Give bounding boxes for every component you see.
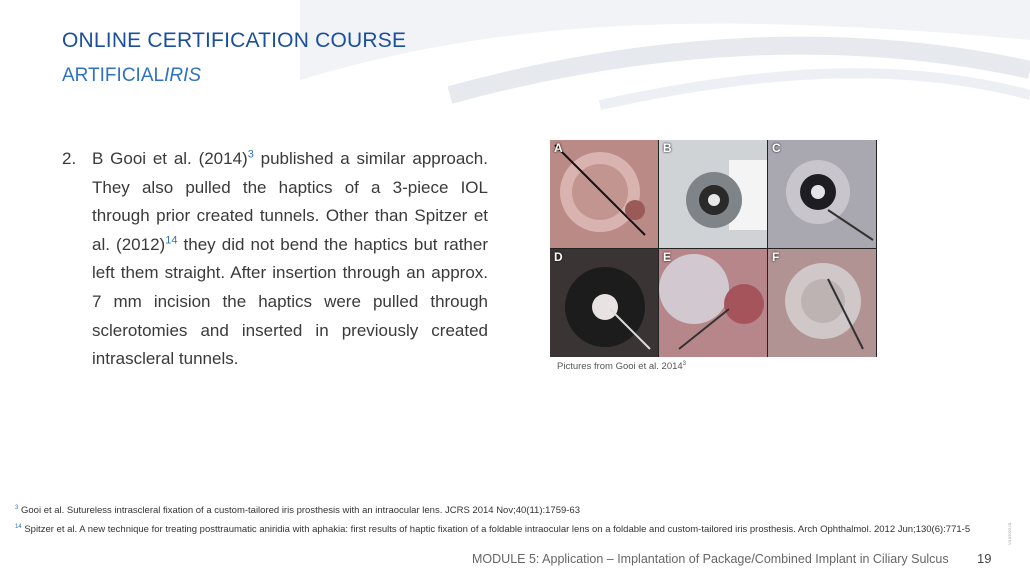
page-number: 19 [977, 551, 992, 566]
panel-label: E [663, 250, 672, 264]
reference-text: Gooi et al. Sutureless intrascleral fixation of a custom-tailored iris prosthesis with an intraocular lens. JCRS 2014 Nov;40(11):1759-63 [18, 505, 580, 517]
side-version-code: V4.02022-01 [1007, 522, 1012, 545]
footer-module: MODULE 5: Application – Implantation of Package/Combined Implant in Ciliary Sulcus [472, 552, 949, 566]
figure-caption [557, 361, 686, 372]
body-paragraph [62, 145, 488, 374]
caption-citation: 3 [682, 361, 687, 367]
citation-14: 14 [165, 234, 178, 247]
list-number: 2. [62, 149, 77, 168]
header-wave-decoration [0, 0, 1030, 120]
photo-panel-f [768, 249, 876, 357]
panel-label: C [772, 141, 781, 155]
photo-panel-c [768, 140, 876, 248]
panel-label: D [554, 250, 563, 264]
panel-label: B [663, 141, 672, 155]
panel-label: A [554, 141, 563, 155]
subtitle-italic: IRIS [164, 65, 202, 86]
subtitle-main: ARTIFICIAL [62, 65, 165, 86]
references [15, 502, 975, 540]
reference-text: Spitzer et al. A new technique for treating posttraumatic aniridia with aphakia: first results of haptic fixation of a foldable intraocular lens on a foldable and custom-tailored iris prosthesis. Arch Ophthalmol. 2012 Jun;130(6):771-5 [21, 524, 971, 536]
photo-panel-b [659, 140, 767, 248]
caption-text: Pictures from Gooi et al. 2014 [557, 361, 683, 373]
paragraph-text [92, 145, 488, 374]
reference-item [15, 502, 975, 517]
reference-number: 3 [15, 505, 19, 511]
reference-item [15, 521, 975, 536]
photo-panel-d [550, 249, 658, 357]
citation-3: 3 [247, 148, 254, 161]
panel-label: F [772, 250, 780, 264]
text-segment: published a similar approach. They also pulled the haptics of a 3-piece IOL through prior created tunnels. Other than Spitzer et al. (2012) [92, 149, 488, 254]
text-segment: they did not bend the haptics but rather left them straight. After insertion through an approx. 7 mm incision the haptics were pulled through sclerotomies and inserted in previously created intrascleral tunnels. [92, 234, 489, 369]
surgery-photo-grid [550, 140, 877, 357]
text-segment: B Gooi et al. (2014) [92, 149, 248, 168]
photo-panel-a [550, 140, 658, 248]
slide-subtitle [62, 65, 201, 87]
reference-number: 14 [15, 524, 22, 531]
course-title: ONLINE CERTIFICATION COURSE [62, 29, 407, 52]
photo-panel-e [659, 249, 767, 357]
